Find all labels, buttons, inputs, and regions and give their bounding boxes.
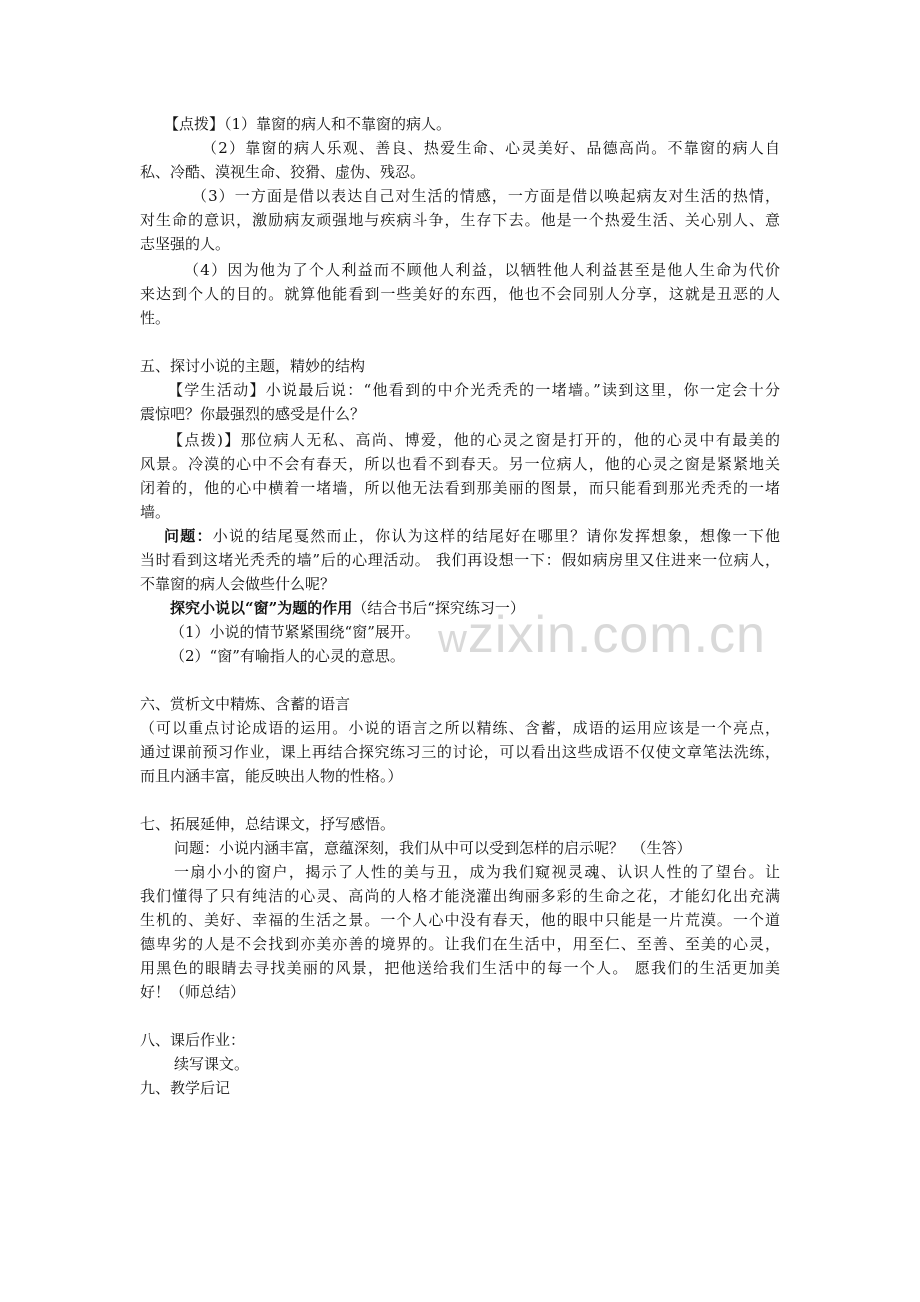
dianbo-label: 【点拨】 — [164, 115, 225, 133]
section5-dianbo: 【点拨)】那位病人无私、高尚、博爱，他的心灵之窗是打开的，他的心灵中有最美的 — [168, 431, 780, 449]
section7-summary-6: 好！（师总结） — [140, 983, 246, 1001]
section6-line-3: 而且内涵丰富，能反映出人物的性格。） — [140, 767, 403, 785]
dianbo-answer-2-cont: 私、冷酷、漠视生命、狡猾、虚伪、残忍。 — [140, 163, 426, 181]
section7-question: 问题：小说内涵丰富，意蕴深刻，我们从中可以受到怎样的启示呢？ （生答） — [174, 839, 692, 857]
section5-point-2: （2）“窗”有喻指人的心灵的意思。 — [170, 647, 405, 665]
dianbo-line-1 — [164, 114, 451, 134]
section5-question — [164, 526, 780, 546]
section5-dianbo-cont-2: 闭着的，他的心中横着一堵墙，所以他无法看到那美丽的图景，而只能看到那光秃秃的一堵 — [140, 479, 780, 497]
dianbo-answer-3-cont-2: 志坚强的人。 — [140, 235, 231, 253]
section7-summary-1: 一扇小小的窗户，揭示了人性的美与丑，成为我们窥视灵魂、认识人性的了望台。让 — [174, 863, 780, 881]
dianbo-answer-3: （3）一方面是借以表达自己对生活的情感，一方面是借以唤起病友对生活的热情， — [192, 187, 780, 205]
watermark: wzixin.com.cn — [438, 606, 766, 664]
dianbo-answer-4-cont-2: 性。 — [140, 309, 171, 327]
section5-question-cont-1: 当时看到这堵光秃秃的墙”后的心理活动。 我们再设想一下：假如病房里又住进来一位病人， — [140, 551, 780, 569]
dianbo-answer-1: （1）靠窗的病人和不靠窗的病人。 — [224, 115, 452, 133]
section5-explore — [170, 598, 525, 618]
section5-question-cont-2: 不靠窗的病人会做些什么呢？ — [140, 575, 336, 593]
section5-student-activity-cont: 震惊吧？你最强烈的感受是什么？ — [140, 405, 366, 423]
section6-heading: 六、赏析文中精炼、含蓄的语言 — [140, 695, 351, 713]
dianbo-answer-4: （4）因为他为了个人利益而不顾他人利益，以牺牲他人利益甚至是他人生命为代价 — [184, 261, 780, 279]
section6-line-1: （可以重点讨论成语的运用。小说的语言之所以精练、含蓄，成语的运用应该是一个亮点， — [140, 719, 780, 737]
section8-homework: 续写课文。 — [174, 1055, 250, 1073]
section5-student-activity: 【学生活动】小说最后说：“他看到的中介光秃秃的一堵墙。”读到这里，你一定会十分 — [168, 381, 780, 399]
section9-heading: 九、教学后记 — [140, 1079, 231, 1097]
section7-summary-5: 用黑色的眼睛去寻找美丽的风景，把他送给我们生活中的每一个人。 愿我们的生活更加美 — [140, 959, 780, 977]
dianbo-answer-4-cont-1: 来达到个人的目的。就算他能看到一些美好的东西，他也不会同别人分享，这就是丑恶的人 — [140, 285, 780, 303]
section8-heading: 八、课后作业： — [140, 1031, 246, 1049]
section7-summary-4: 德卑劣的人是不会找到亦美亦善的境界的。让我们在生活中，用至仁、至善、至美的心灵， — [140, 935, 780, 953]
section5-heading: 五、探讨小说的主题，精妙的结构 — [140, 357, 366, 375]
section7-summary-3: 生机的、美好、幸福的生活之景。一个人心中没有春天，他的眼中只能是一片荒漠。一个道 — [140, 911, 780, 929]
section5-dianbo-cont-1: 风景。冷漠的心中不会有春天，所以也看不到春天。另一位病人，他的心灵之窗是紧紧地关 — [140, 455, 780, 473]
dianbo-answer-3-cont-1: 对生命的意识，激励病友顽强地与疾病斗争，生存下去。他是一个热爱生活、关心别人、意 — [140, 211, 780, 229]
question-text: 小说的结尾戛然而止，你认为这样的结尾好在哪里？请你发挥想象，想像一下他 — [212, 527, 780, 545]
explore-note: （结合书后“探究练习一） — [352, 599, 525, 617]
dianbo-answer-2: （2）靠窗的病人乐观、善良、热爱生命、心灵美好、品德高尚。不靠窗的病人自 — [202, 139, 780, 157]
section7-summary-2: 我们懂得了只有纯洁的心灵、高尚的人格才能浇灌出绚丽多彩的生命之花，才能幻化出充满 — [140, 887, 780, 905]
explore-title: 探究小说以“窗”为题的作用 — [170, 599, 353, 617]
question-label: 问题： — [164, 527, 213, 545]
section6-line-2: 通过课前预习作业，课上再结合探究练习三的讨论，可以看出这些成语不仅使文章笔法洗练， — [140, 743, 780, 761]
section5-point-1: （1）小说的情节紧紧围绕“窗”展开。 — [170, 623, 420, 641]
section5-dianbo-cont-3: 墙。 — [140, 503, 171, 521]
section7-heading: 七、拓展延伸，总结课文，抒写感悟。 — [140, 815, 396, 833]
